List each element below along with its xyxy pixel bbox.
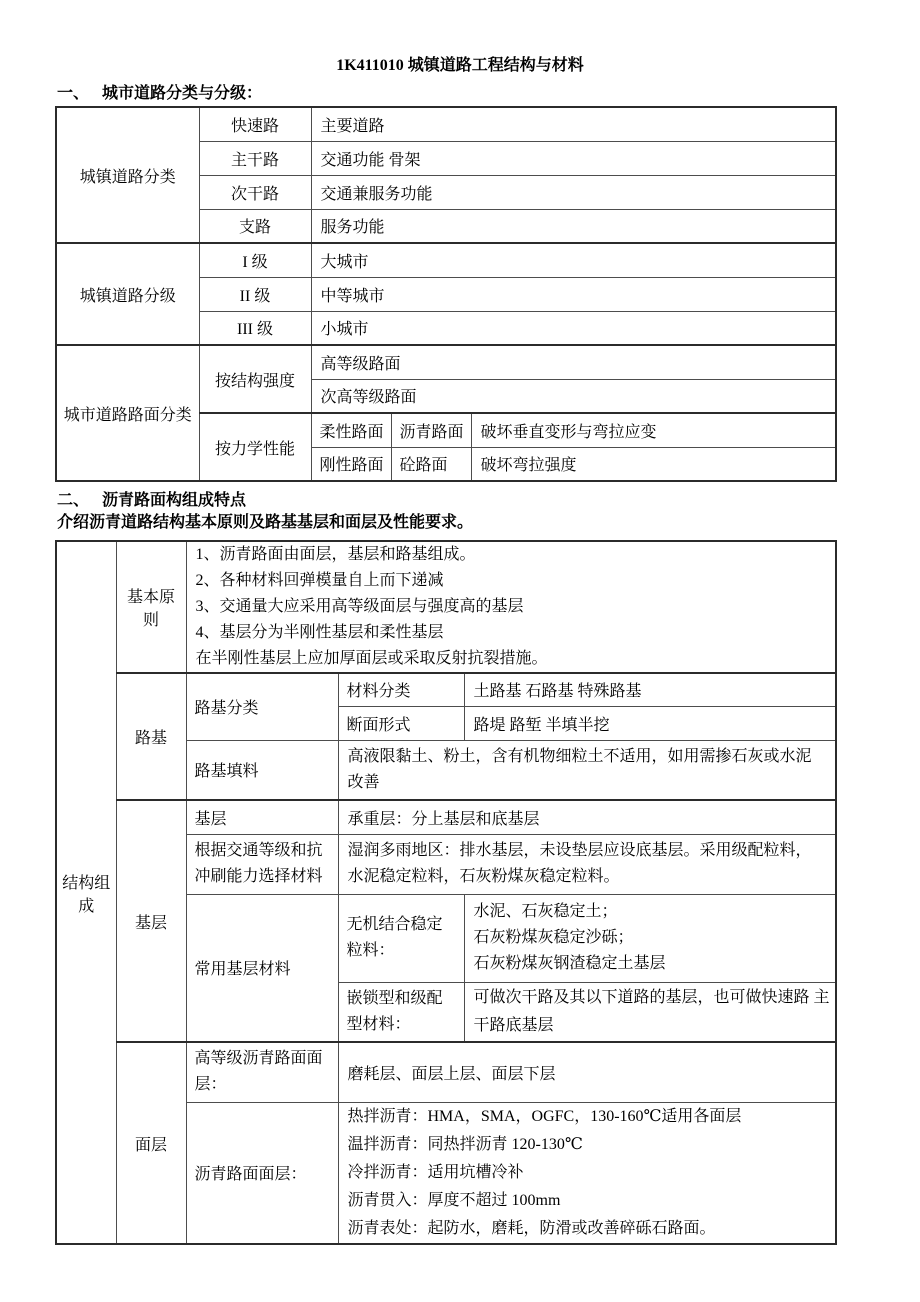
material-class-value: 土路基 石路基 特殊路基 xyxy=(464,673,836,706)
base-common-label: 常用基层材料 xyxy=(186,894,338,1042)
subgrade-fill-value: 高液限黏土、粉土，含有机物细粒土不适用，如用需掺石灰或水泥改善 xyxy=(338,740,836,800)
road-type-label: 次干路 xyxy=(199,175,311,209)
pavement-class-group-label: 城市道路路面分类 xyxy=(56,345,199,481)
road-type-label: 主干路 xyxy=(199,141,311,175)
table-row xyxy=(56,345,836,379)
road-class-group-label: 城镇道路分类 xyxy=(56,107,199,243)
section1-heading xyxy=(57,84,920,103)
section2-description: 介绍沥青道路结构基本原则及路基基层和面层及性能要求。 xyxy=(57,514,474,531)
pavement-failure: 破坏弯拉强度 xyxy=(471,447,836,481)
asphalt-line: 热拌沥青：HMA，SMA，OGFC，130-160℃适用各面层 xyxy=(347,1107,742,1125)
classification-table xyxy=(55,106,837,482)
road-grade-group-label: 城镇道路分级 xyxy=(56,243,199,345)
interlock-value: 可做次干路及其以下道路的基层，也可做快速路 主干路底基层 xyxy=(464,982,836,1042)
road-type-desc: 交通兼服务功能 xyxy=(311,175,836,209)
grade-label: II 级 xyxy=(199,277,311,311)
section1-title: 城市道路分类与分级： xyxy=(102,85,263,102)
principle-line: 4、基层分为半刚性基层和柔性基层 xyxy=(195,624,444,641)
table-row xyxy=(56,673,836,706)
principle-line: 2、各种材料回弹模量自上而下递减 xyxy=(195,572,444,589)
principle-line: 3、交通量大应采用高等级面层与强度高的基层 xyxy=(195,598,524,615)
surface-asphalt-label: 沥青路面面层： xyxy=(186,1102,338,1244)
section2-title: 沥青路面构组成特点 xyxy=(102,492,247,509)
table-row xyxy=(56,243,836,277)
strength-item: 高等级路面 xyxy=(311,345,836,379)
surface-label: 面层 xyxy=(116,1042,186,1244)
asphalt-line: 冷拌沥青：适用坑槽冷补 xyxy=(347,1163,524,1181)
section1-number: 一、 xyxy=(57,85,90,102)
principles-label: 基本原则 xyxy=(116,541,186,673)
surface-asphalt-cell xyxy=(338,1102,836,1244)
surface-highgrade-value: 磨耗层、面层上层、面层下层 xyxy=(338,1042,836,1102)
road-type-label: 支路 xyxy=(199,209,311,243)
road-type-desc: 主要道路 xyxy=(311,107,836,141)
principle-line: 1、沥青路面由面层，基层和路基组成。 xyxy=(195,546,476,563)
road-type-desc: 交通功能 骨架 xyxy=(311,141,836,175)
subgrade-label: 路基 xyxy=(116,673,186,800)
asphalt-line: 沥青贯入：厚度不超过 100mm xyxy=(347,1191,561,1209)
table-row xyxy=(56,541,836,673)
inorganic-line: 石灰粉煤灰稳定沙砾； xyxy=(473,929,634,946)
pavement-material: 砼路面 xyxy=(391,447,471,481)
table-row xyxy=(56,107,836,141)
pavement-failure: 破坏垂直变形与弯拉应变 xyxy=(471,413,836,447)
principles-cell xyxy=(186,541,836,673)
base-label: 基层 xyxy=(116,800,186,1042)
asphalt-line: 沥青表处：起防水，磨耗，防滑或改善碎砾石路面。 xyxy=(347,1219,716,1237)
principle-line: 在半刚性基层上应加厚面层或采取反射抗裂措施。 xyxy=(195,650,548,667)
material-class-label: 材料分类 xyxy=(338,673,464,706)
strength-item: 次高等级路面 xyxy=(311,379,836,413)
strength-label: 按结构强度 xyxy=(199,345,311,413)
subgrade-class-label: 路基分类 xyxy=(186,673,338,740)
doc-title: 1K411010 城镇道路工程结构与材料 xyxy=(336,57,584,74)
section-form-value: 路堤 路堑 半填半挖 xyxy=(464,706,836,740)
pavement-material: 沥青路面 xyxy=(391,413,471,447)
structure-root-label: 结构组成 xyxy=(56,541,116,1244)
mechanics-label: 按力学性能 xyxy=(199,413,311,481)
interlock-label: 嵌锁型和级配型材料： xyxy=(338,982,464,1042)
grade-label: I 级 xyxy=(199,243,311,277)
grade-desc: 中等城市 xyxy=(311,277,836,311)
surface-highgrade-label: 高等级沥青路面面层： xyxy=(186,1042,338,1102)
structure-table xyxy=(55,540,837,1245)
grade-desc: 大城市 xyxy=(311,243,836,277)
base-select-value: 湿润多雨地区：排水基层，未设垫层应设底基层。采用级配粒料，水泥稳定粒料，石灰粉煤灰稳定粒料。 xyxy=(338,834,836,894)
section2-number: 二、 xyxy=(57,492,90,509)
section-form-label: 断面形式 xyxy=(338,706,464,740)
base-bearing-value: 承重层：分上基层和底基层 xyxy=(338,800,836,834)
grade-label: III 级 xyxy=(199,311,311,345)
inorganic-cell xyxy=(464,894,836,982)
asphalt-line: 温拌沥青：同热拌沥青 120-130℃ xyxy=(347,1135,583,1153)
inorganic-line: 石灰粉煤灰钢渣稳定土基层 xyxy=(473,955,666,972)
pavement-type: 柔性路面 xyxy=(311,413,391,447)
base-bearing-label: 基层 xyxy=(186,800,338,834)
inorganic-line: 水泥、石灰稳定土； xyxy=(473,903,618,920)
subgrade-fill-label: 路基填料 xyxy=(186,740,338,800)
table-row xyxy=(56,800,836,834)
grade-desc: 小城市 xyxy=(311,311,836,345)
pavement-type: 刚性路面 xyxy=(311,447,391,481)
section2-heading xyxy=(57,491,920,510)
table-row xyxy=(56,1042,836,1102)
road-type-desc: 服务功能 xyxy=(311,209,836,243)
inorganic-label: 无机结合稳定粒料： xyxy=(338,894,464,982)
road-type-label: 快速路 xyxy=(199,107,311,141)
base-select-label: 根据交通等级和抗冲刷能力选择材料 xyxy=(186,834,338,894)
